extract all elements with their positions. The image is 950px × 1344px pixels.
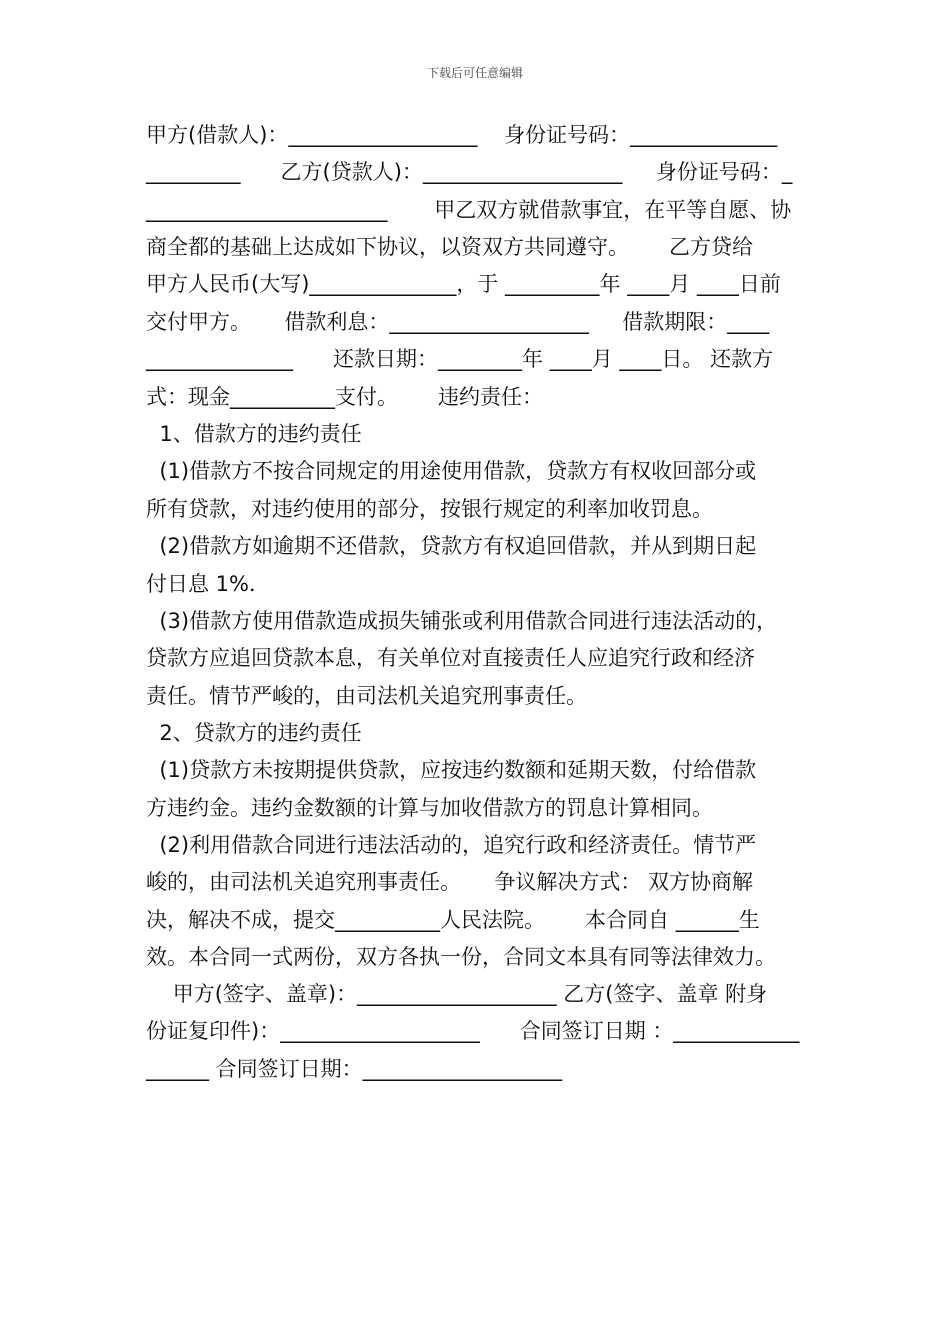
text-line: 式：现金__________支付。 违约责任： <box>146 385 544 409</box>
text-line: (3)借款方使用借款造成损失铺张或利用借款合同进行违法活动的， <box>146 609 778 633</box>
text-line: 方违约金。违约金数额的计算与加收借款方的罚息计算相同。 <box>146 796 713 820</box>
text-line: 所有贷款，对违约使用的部分，按银行规定的利率加收罚息。 <box>146 497 713 521</box>
text-line: 甲方(借款人)：__________________ 身份证号码：______________ <box>146 123 778 147</box>
text-line: 责任。情节严峻的，由司法机关追究刑事责任。 <box>146 684 587 708</box>
text-line: _______________________ 甲乙双方就借款事宜，在平等自愿、协 <box>146 198 792 222</box>
text-line: 甲方人民币(大写)______________，于 _________年 ____月 ____日前 <box>146 272 781 296</box>
text-line: 决，解决不成，提交__________人民法院。 本合同自 ______生 <box>146 908 760 932</box>
text-line: 付日息 1%． <box>146 572 270 596</box>
text-line: 峻的，由司法机关追究刑事责任。 争议解决方式： 双方协商解 <box>146 870 754 894</box>
text-line: (2)利用借款合同进行违法活动的，追究行政和经济责任。情节严 <box>146 833 757 857</box>
text-line: 交付甲方。 借款利息：___________________ 借款期限：____ <box>146 310 770 334</box>
text-line: ______________ 还款日期：________年 ____月 ____日。 还款方 <box>146 347 774 371</box>
section-heading: 1、借款方的违约责任 <box>146 422 362 446</box>
text-line: (1)贷款方未按期提供贷款，应按违约数额和延期天数，付给借款 <box>146 758 757 782</box>
text-line: 效。本合同一式两份，双方各执一份，合同文本具有同等法律效力。 <box>146 945 776 969</box>
page-header: 下载后可任意编辑 <box>426 66 523 80</box>
text-line: 商全都的基础上达成如下协议，以资双方共同遵守。 乙方贷给 <box>146 235 754 259</box>
text-line: _________ 乙方(贷款人)：___________________ 身份证号码：_ <box>146 160 793 184</box>
section-heading: 2、贷款方的违约责任 <box>146 721 362 745</box>
text-line: 份证复印件)：___________________ 合同签订日期 ：____________ <box>146 1019 800 1043</box>
text-line: ______ 合同签订日期：___________________ <box>146 1057 563 1081</box>
text-line: 贷款方应追回贷款本息，有关单位对直接责任人应追究行政和经济 <box>146 646 755 670</box>
text-line: 甲方(签字、盖章)：___________________ 乙方(签字、盖章 附身 <box>146 982 768 1006</box>
text-line: (2)借款方如逾期不还借款，贷款方有权追回借款，并从到期日起 <box>146 534 757 558</box>
text-line: (1)借款方不按合同规定的用途使用借款，贷款方有权收回部分或 <box>146 459 757 483</box>
